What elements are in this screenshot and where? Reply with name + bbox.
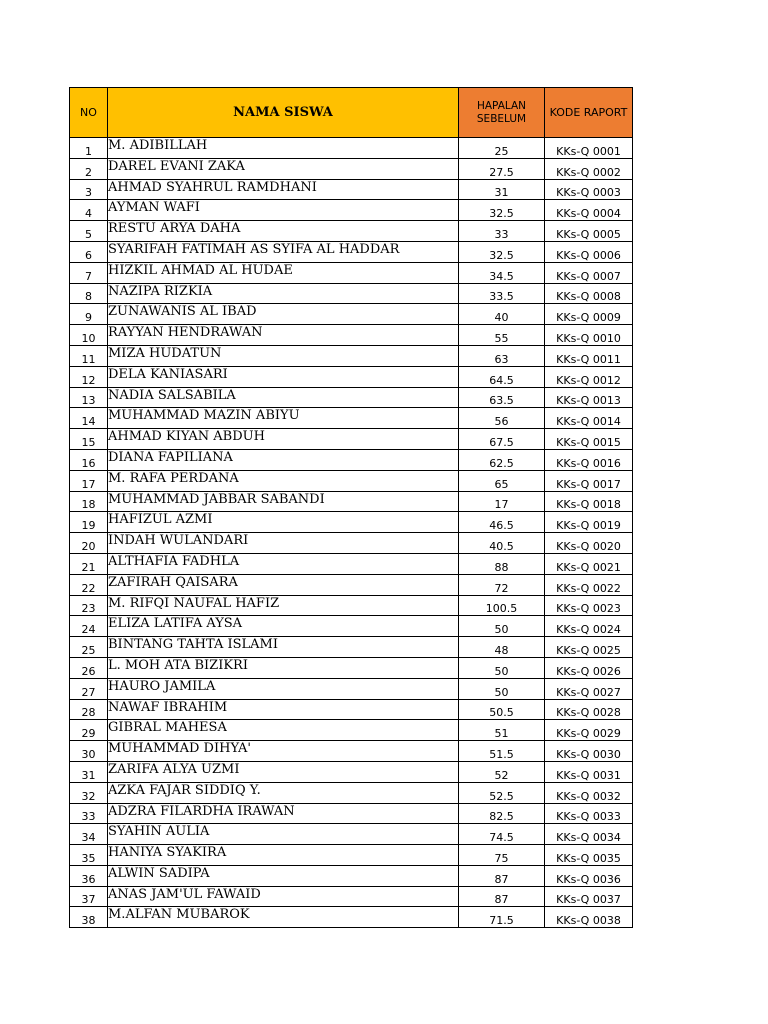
cell-hapalan-sebelum: 17: [459, 491, 545, 512]
cell-kode-raport: KKs-Q 0021: [545, 553, 633, 574]
cell-nama-siswa: BINTANG TAHTA ISLAMI: [108, 637, 459, 658]
cell-no: 3: [70, 179, 108, 200]
cell-hapalan-sebelum: 40.5: [459, 533, 545, 554]
cell-no: 35: [70, 845, 108, 866]
cell-kode-raport: KKs-Q 0001: [545, 138, 633, 159]
cell-nama-siswa: ZAFIRAH QAISARA: [108, 574, 459, 595]
cell-no: 23: [70, 595, 108, 616]
cell-hapalan-sebelum: 48: [459, 637, 545, 658]
table-row: [70, 449, 633, 470]
cell-no: 18: [70, 491, 108, 512]
cell-no: 34: [70, 824, 108, 845]
cell-hapalan-sebelum: 74.5: [459, 824, 545, 845]
cell-no: 21: [70, 553, 108, 574]
table-row: [70, 616, 633, 637]
table-row: [70, 553, 633, 574]
cell-nama-siswa: HAFIZUL AZMI: [108, 512, 459, 533]
cell-no: 22: [70, 574, 108, 595]
table-row: [70, 720, 633, 741]
cell-hapalan-sebelum: 46.5: [459, 512, 545, 533]
cell-no: 2: [70, 158, 108, 179]
table-row: [70, 741, 633, 762]
cell-no: 10: [70, 325, 108, 346]
cell-hapalan-sebelum: 50: [459, 678, 545, 699]
cell-no: 31: [70, 761, 108, 782]
cell-kode-raport: KKs-Q 0017: [545, 470, 633, 491]
cell-nama-siswa: ALTHAFIA FADHLA: [108, 553, 459, 574]
cell-kode-raport: KKs-Q 0038: [545, 907, 633, 928]
cell-no: 36: [70, 865, 108, 886]
column-header-hapalan-sebelum: [459, 88, 545, 138]
cell-nama-siswa: DIANA FAPILIANA: [108, 449, 459, 470]
cell-kode-raport: KKs-Q 0027: [545, 678, 633, 699]
cell-hapalan-sebelum: 31: [459, 179, 545, 200]
cell-nama-siswa: HAURO JAMILA: [108, 678, 459, 699]
table-row: [70, 886, 633, 907]
cell-kode-raport: KKs-Q 0010: [545, 325, 633, 346]
cell-nama-siswa: ZUNAWANIS AL IBAD: [108, 304, 459, 325]
cell-nama-siswa: M.ALFAN MUBAROK: [108, 907, 459, 928]
cell-kode-raport: KKs-Q 0011: [545, 345, 633, 366]
hapalan-header-line1: HAPALAN: [476, 99, 527, 112]
cell-kode-raport: KKs-Q 0032: [545, 782, 633, 803]
cell-no: 4: [70, 200, 108, 221]
cell-kode-raport: KKs-Q 0005: [545, 221, 633, 242]
cell-kode-raport: KKs-Q 0023: [545, 595, 633, 616]
cell-kode-raport: KKs-Q 0018: [545, 491, 633, 512]
table-row: [70, 366, 633, 387]
cell-no: 11: [70, 345, 108, 366]
cell-kode-raport: KKs-Q 0029: [545, 720, 633, 741]
cell-kode-raport: KKs-Q 0022: [545, 574, 633, 595]
cell-kode-raport: KKs-Q 0034: [545, 824, 633, 845]
cell-no: 9: [70, 304, 108, 325]
cell-kode-raport: KKs-Q 0006: [545, 241, 633, 262]
cell-kode-raport: KKs-Q 0016: [545, 449, 633, 470]
cell-nama-siswa: MUHAMMAD MAZIN ABIYU: [108, 408, 459, 429]
cell-no: 14: [70, 408, 108, 429]
cell-no: 25: [70, 637, 108, 658]
cell-kode-raport: KKs-Q 0030: [545, 741, 633, 762]
cell-kode-raport: KKs-Q 0026: [545, 657, 633, 678]
cell-nama-siswa: HANIYA SYAKIRA: [108, 845, 459, 866]
column-header-nama-siswa: NAMA SISWA: [108, 88, 459, 138]
cell-kode-raport: KKs-Q 0036: [545, 865, 633, 886]
cell-nama-siswa: AYMAN WAFI: [108, 200, 459, 221]
cell-kode-raport: KKs-Q 0008: [545, 283, 633, 304]
cell-no: 33: [70, 803, 108, 824]
cell-nama-siswa: M. RIFQI NAUFAL HAFIZ: [108, 595, 459, 616]
cell-hapalan-sebelum: 82.5: [459, 803, 545, 824]
cell-hapalan-sebelum: 55: [459, 325, 545, 346]
cell-hapalan-sebelum: 50.5: [459, 699, 545, 720]
cell-no: 27: [70, 678, 108, 699]
cell-no: 32: [70, 782, 108, 803]
cell-nama-siswa: ZARIFA ALYA UZMI: [108, 761, 459, 782]
cell-no: 8: [70, 283, 108, 304]
cell-kode-raport: KKs-Q 0020: [545, 533, 633, 554]
cell-hapalan-sebelum: 34.5: [459, 262, 545, 283]
cell-kode-raport: KKs-Q 0025: [545, 637, 633, 658]
table-row: [70, 429, 633, 450]
table-row: [70, 491, 633, 512]
cell-hapalan-sebelum: 87: [459, 865, 545, 886]
hapalan-header-line2: SEBELUM: [476, 112, 527, 125]
table-row: [70, 637, 633, 658]
cell-nama-siswa: AHMAD KIYAN ABDUH: [108, 429, 459, 450]
cell-no: 13: [70, 387, 108, 408]
cell-kode-raport: KKs-Q 0002: [545, 158, 633, 179]
cell-hapalan-sebelum: 52.5: [459, 782, 545, 803]
column-header-no: NO: [70, 88, 108, 138]
cell-kode-raport: KKs-Q 0028: [545, 699, 633, 720]
cell-no: 6: [70, 241, 108, 262]
table-row: [70, 533, 633, 554]
cell-nama-siswa: RESTU ARYA DAHA: [108, 221, 459, 242]
cell-nama-siswa: M. RAFA PERDANA: [108, 470, 459, 491]
cell-nama-siswa: HIZKIL AHMAD AL HUDAE: [108, 262, 459, 283]
cell-no: 1: [70, 138, 108, 159]
table-row: [70, 782, 633, 803]
cell-hapalan-sebelum: 63: [459, 345, 545, 366]
cell-no: 24: [70, 616, 108, 637]
table-row: [70, 699, 633, 720]
cell-kode-raport: KKs-Q 0003: [545, 179, 633, 200]
cell-hapalan-sebelum: 50: [459, 657, 545, 678]
cell-kode-raport: KKs-Q 0014: [545, 408, 633, 429]
cell-no: 30: [70, 741, 108, 762]
cell-no: 37: [70, 886, 108, 907]
cell-hapalan-sebelum: 87: [459, 886, 545, 907]
cell-kode-raport: KKs-Q 0012: [545, 366, 633, 387]
cell-hapalan-sebelum: 50: [459, 616, 545, 637]
cell-kode-raport: KKs-Q 0019: [545, 512, 633, 533]
cell-kode-raport: KKs-Q 0024: [545, 616, 633, 637]
cell-hapalan-sebelum: 64.5: [459, 366, 545, 387]
cell-kode-raport: KKs-Q 0037: [545, 886, 633, 907]
cell-kode-raport: KKs-Q 0035: [545, 845, 633, 866]
cell-hapalan-sebelum: 62.5: [459, 449, 545, 470]
cell-nama-siswa: ELIZA LATIFA AYSA: [108, 616, 459, 637]
cell-hapalan-sebelum: 51.5: [459, 741, 545, 762]
table-row: [70, 803, 633, 824]
cell-nama-siswa: M. ADIBILLAH: [108, 138, 459, 159]
cell-hapalan-sebelum: 33: [459, 221, 545, 242]
cell-no: 28: [70, 699, 108, 720]
table-row: [70, 304, 633, 325]
cell-hapalan-sebelum: 32.5: [459, 241, 545, 262]
table-row: [70, 283, 633, 304]
table-row: [70, 179, 633, 200]
cell-hapalan-sebelum: 65: [459, 470, 545, 491]
cell-hapalan-sebelum: 88: [459, 553, 545, 574]
cell-nama-siswa: DAREL EVANI ZAKA: [108, 158, 459, 179]
cell-kode-raport: KKs-Q 0007: [545, 262, 633, 283]
cell-nama-siswa: L. MOH ATA BIZIKRI: [108, 657, 459, 678]
cell-no: 29: [70, 720, 108, 741]
cell-nama-siswa: RAYYAN HENDRAWAN: [108, 325, 459, 346]
table-row: [70, 158, 633, 179]
table-row: [70, 241, 633, 262]
cell-nama-siswa: AHMAD SYAHRUL RAMDHANI: [108, 179, 459, 200]
cell-hapalan-sebelum: 25: [459, 138, 545, 159]
table-row: [70, 325, 633, 346]
cell-kode-raport: KKs-Q 0015: [545, 429, 633, 450]
table-row: [70, 907, 633, 928]
cell-nama-siswa: NAWAF IBRAHIM: [108, 699, 459, 720]
header-row: [70, 88, 633, 138]
cell-nama-siswa: MUHAMMAD DIHYA': [108, 741, 459, 762]
student-table: [69, 87, 633, 928]
cell-no: 7: [70, 262, 108, 283]
cell-hapalan-sebelum: 67.5: [459, 429, 545, 450]
cell-hapalan-sebelum: 40: [459, 304, 545, 325]
table-row: [70, 345, 633, 366]
cell-hapalan-sebelum: 72: [459, 574, 545, 595]
cell-nama-siswa: ADZRA FILARDHA IRAWAN: [108, 803, 459, 824]
table-row: [70, 824, 633, 845]
table-row: [70, 138, 633, 159]
cell-kode-raport: KKs-Q 0033: [545, 803, 633, 824]
cell-nama-siswa: DELA KANIASARI: [108, 366, 459, 387]
cell-no: 16: [70, 449, 108, 470]
cell-hapalan-sebelum: 52: [459, 761, 545, 782]
cell-kode-raport: KKs-Q 0004: [545, 200, 633, 221]
table-row: [70, 470, 633, 491]
cell-nama-siswa: MIZA HUDATUN: [108, 345, 459, 366]
cell-nama-siswa: AZKA FAJAR SIDDIQ Y.: [108, 782, 459, 803]
table-row: [70, 678, 633, 699]
table-row: [70, 865, 633, 886]
cell-hapalan-sebelum: 27.5: [459, 158, 545, 179]
cell-nama-siswa: MUHAMMAD JABBAR SABANDI: [108, 491, 459, 512]
table-body: [70, 138, 633, 928]
cell-hapalan-sebelum: 71.5: [459, 907, 545, 928]
cell-no: 38: [70, 907, 108, 928]
cell-kode-raport: KKs-Q 0013: [545, 387, 633, 408]
table-row: [70, 657, 633, 678]
cell-nama-siswa: NAZIPA RIZKIA: [108, 283, 459, 304]
table-row: [70, 408, 633, 429]
cell-no: 20: [70, 533, 108, 554]
cell-nama-siswa: ANAS JAM'UL FAWAID: [108, 886, 459, 907]
cell-hapalan-sebelum: 100.5: [459, 595, 545, 616]
cell-no: 15: [70, 429, 108, 450]
cell-hapalan-sebelum: 56: [459, 408, 545, 429]
table-row: [70, 262, 633, 283]
table-row: [70, 200, 633, 221]
cell-no: 26: [70, 657, 108, 678]
cell-hapalan-sebelum: 32.5: [459, 200, 545, 221]
table-row: [70, 845, 633, 866]
table-row: [70, 512, 633, 533]
cell-nama-siswa: SYAHIN AULIA: [108, 824, 459, 845]
table-row: [70, 574, 633, 595]
table-row: [70, 761, 633, 782]
cell-nama-siswa: GIBRAL MAHESA: [108, 720, 459, 741]
cell-nama-siswa: INDAH WULANDARI: [108, 533, 459, 554]
cell-kode-raport: KKs-Q 0009: [545, 304, 633, 325]
cell-nama-siswa: SYARIFAH FATIMAH AS SYIFA AL HADDAR: [108, 241, 459, 262]
cell-hapalan-sebelum: 51: [459, 720, 545, 741]
cell-hapalan-sebelum: 63.5: [459, 387, 545, 408]
cell-no: 5: [70, 221, 108, 242]
cell-nama-siswa: NADIA SALSABILA: [108, 387, 459, 408]
cell-nama-siswa: ALWIN SADIPA: [108, 865, 459, 886]
column-header-kode-raport: KODE RAPORT: [545, 88, 633, 138]
table-row: [70, 387, 633, 408]
cell-no: 17: [70, 470, 108, 491]
cell-hapalan-sebelum: 75: [459, 845, 545, 866]
table-row: [70, 221, 633, 242]
table-row: [70, 595, 633, 616]
cell-kode-raport: KKs-Q 0031: [545, 761, 633, 782]
cell-hapalan-sebelum: 33.5: [459, 283, 545, 304]
cell-no: 19: [70, 512, 108, 533]
cell-no: 12: [70, 366, 108, 387]
